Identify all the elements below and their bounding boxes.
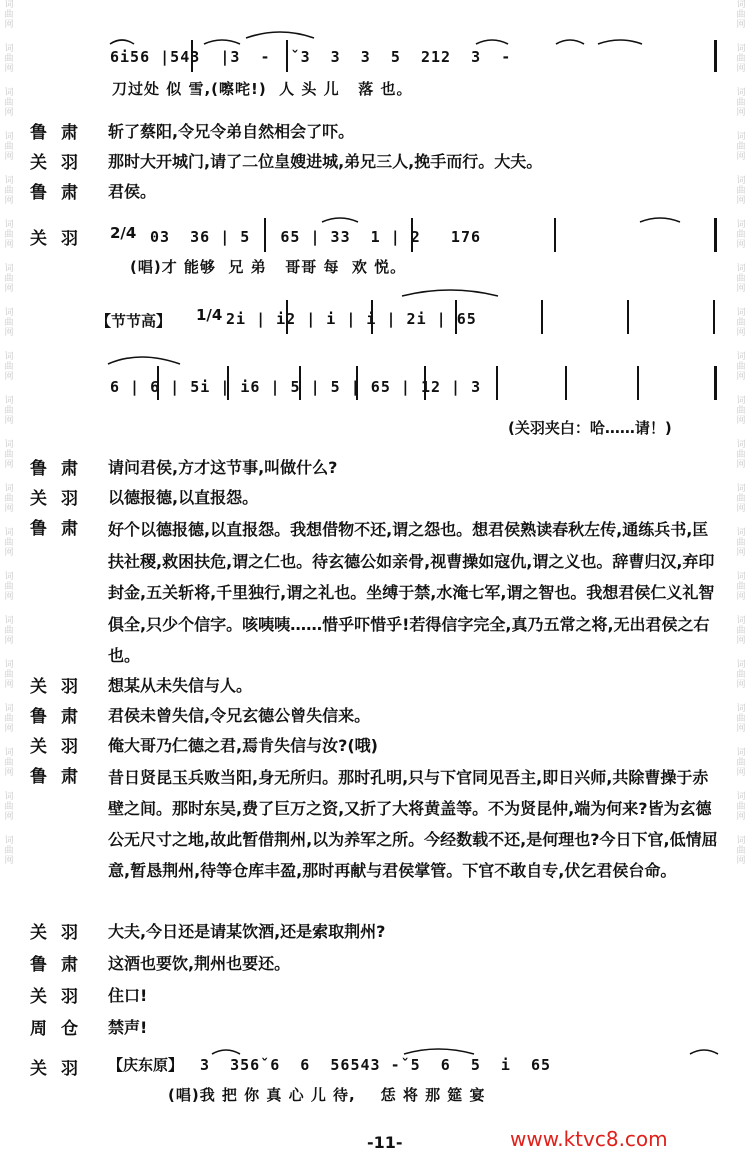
- jianpu-notes: 3 356ˇ6 6 56543 -ˇ5 6 5 i 65: [200, 1056, 552, 1074]
- speaker: 鲁肃: [30, 955, 92, 975]
- tune-label: 【节节高】: [96, 312, 172, 330]
- speaker: 关羽: [30, 677, 92, 697]
- dialogue-text: 住口!: [108, 986, 148, 1005]
- speaker: 鲁肃: [30, 459, 92, 479]
- site-watermark: www.ktvc8.com: [510, 1127, 668, 1151]
- speaker: 鲁肃: [30, 767, 92, 787]
- jianpu-notes: 03 36 | 5 65 | 33 1 | 2 176: [150, 228, 482, 246]
- dialogue-text: 这酒也要饮,荆州也要还。: [108, 954, 291, 973]
- speaker: 关羽: [30, 1059, 92, 1079]
- watermark-right: 词曲网 词曲网 词曲网 词曲网 词曲网 词曲网 词曲网 词曲网 词曲网 词曲网 词曲网 词曲网 词曲网 词曲网 词曲网 词曲网 词曲网 词曲网 词曲网 词曲网: [736, 0, 746, 866]
- speaker: 关羽: [30, 153, 92, 173]
- dialogue-text: 好个以德报德,以直报怨。我想借物不还,谓之怨也。想君侯熟读春秋左传,通练兵书,匡扶社稷,救困扶危,谓之仁也。待玄德公如亲骨,视曹操如寇仇,谓之义也。辞曹归汉,弃印封金,五关斩将,千里独行,谓之礼也。坐缚于禁,水淹七军,谓之智也。我想君侯仁义礼智俱全,只少个信字。咳咦咦……惜乎吓惜乎!若得信字完全,真乃五常之将,无出君侯之右也。: [108, 520, 715, 665]
- speaker: 鲁肃: [30, 519, 92, 539]
- speaker: 鲁肃: [30, 183, 92, 203]
- dialogue-text: 斩了蔡阳,令兄令弟自然相会了吓。: [108, 122, 355, 141]
- time-signature: 2/4: [110, 224, 137, 242]
- aside-text: (关羽夹白：哈……请！): [508, 419, 672, 437]
- speaker: 关羽: [30, 923, 92, 943]
- dialogue-text: 君侯。: [108, 182, 157, 201]
- time-signature: 1/4: [196, 306, 223, 324]
- dialogue-text: 那时大开城门,请了二位皇嫂进城,弟兄三人,挽手而行。大夫。: [108, 152, 543, 171]
- speaker: 关羽: [30, 737, 92, 757]
- jianpu-notes: 2i | i2 | i | i | 2i | 65: [226, 310, 477, 328]
- dialogue-text: 以德报德,以直报怨。: [108, 488, 259, 507]
- dialogue-text: 大夫,今日还是请某饮酒,还是索取荆州?: [108, 922, 386, 941]
- watermark-left: 词曲网 词曲网 词曲网 词曲网 词曲网 词曲网 词曲网 词曲网 词曲网 词曲网 词曲网 词曲网 词曲网 词曲网 词曲网 词曲网 词曲网 词曲网 词曲网 词曲网: [4, 0, 14, 866]
- dialogue-text: 请问君侯,方才这节事,叫做什么?: [108, 458, 338, 477]
- speaker: 关羽: [30, 987, 92, 1007]
- lyric-line: (唱)我 把 你 真 心 儿 待, 恁 将 那 筵 宴: [168, 1086, 486, 1104]
- dialogue-text: 昔日贤昆玉兵败当阳,身无所归。那时孔明,只与下官同见吾主,即日兴师,共除曹操于赤壁之间。那时东吴,费了巨万之资,又折了大将黄盖等。不为贤昆仲,端为何来?皆为玄德公无尺寸之地,故此暂借荆州,以为养军之所。今经数载不还,是何理也?今日下官,低情屈意,暂恳荆州,待等仓库丰盈,那时再献与君侯掌管。下官不敢自专,伏乞君侯台命。: [108, 768, 718, 880]
- speaker: 鲁肃: [30, 707, 92, 727]
- speaker: 关羽: [30, 489, 92, 509]
- dialogue-text: 君侯未曾失信,令兄玄德公曾失信来。: [108, 706, 371, 725]
- tune-label: 【庆东原】: [108, 1056, 184, 1074]
- lyric-line: 刀过处 似 雪,(嚓咤!) 人 头 儿 落 也。: [112, 80, 413, 98]
- speaker: 关羽: [30, 229, 92, 249]
- dialogue-text: 想某从未失信与人。: [108, 676, 253, 695]
- jianpu-notes: 6i56 |543 |3 - ˇ3 3 3 5 212 3 -: [110, 48, 512, 66]
- jianpu-notes: 6 | 6 | 5i | i6 | 5 | 5 | 65 | 12 | 3: [110, 378, 482, 396]
- page-number: -11-: [367, 1133, 403, 1152]
- speaker: 周仓: [30, 1019, 92, 1039]
- dialogue-text: 俺大哥乃仁德之君,焉肯失信与汝?(哦): [108, 736, 378, 755]
- dialogue-text: 禁声!: [108, 1018, 148, 1037]
- speaker: 鲁肃: [30, 123, 92, 143]
- lyric-line: (唱)才 能够 兄 弟 哥哥 每 欢 悦。: [130, 258, 407, 276]
